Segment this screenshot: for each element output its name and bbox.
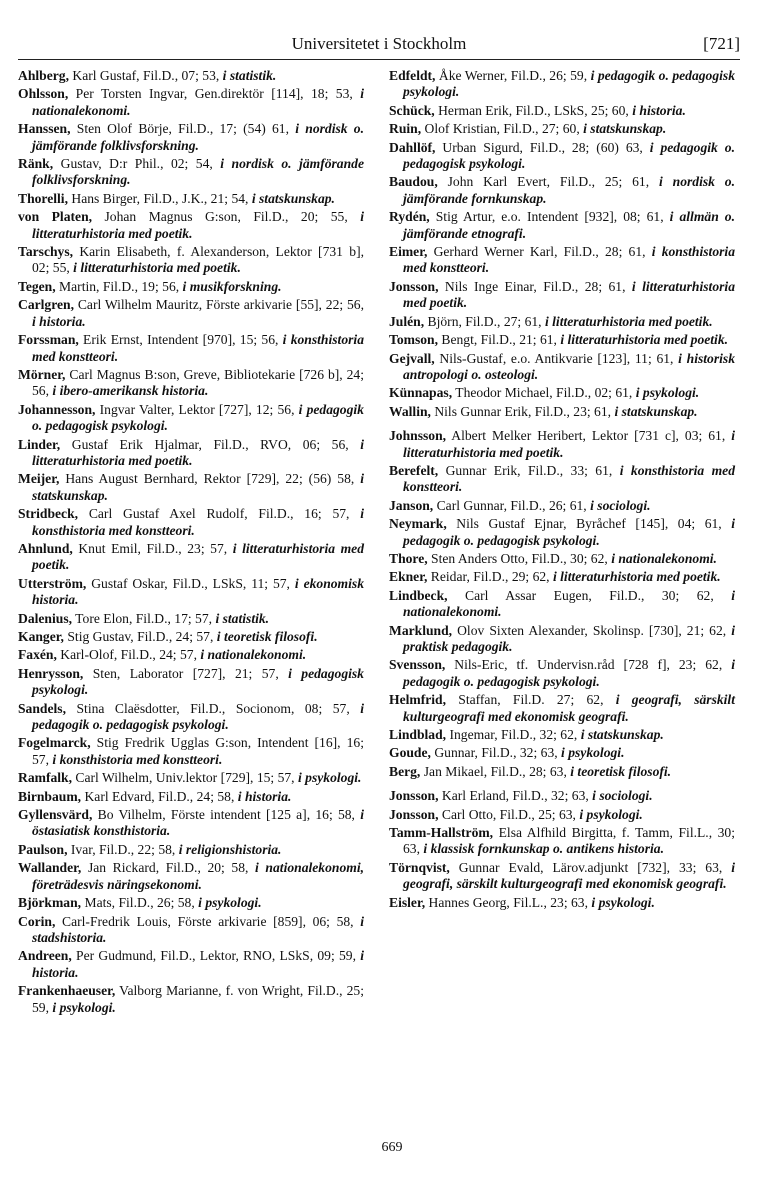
- entry-subject: i pedagogik o. pedagogisk psykologi.: [403, 657, 735, 689]
- entry-details: Olof Kristian, Fil.D., 27; 60,: [421, 121, 584, 137]
- entry-name: Ahnlund,: [18, 540, 73, 556]
- entry-details: Ingemar, Fil.D., 32; 62,: [446, 727, 581, 743]
- entry-name: Henrysson,: [18, 665, 84, 681]
- entry-subject: i pedagogik o. pedagogisk psykologi.: [403, 516, 735, 548]
- entry: [389, 279, 735, 312]
- entry: [18, 807, 364, 840]
- entry-subject: i historisk antropologi o. osteologi.: [403, 350, 736, 382]
- entry: [389, 623, 735, 656]
- entry-subject: i nordisk o. jämförande folklivsforskning.: [32, 121, 365, 153]
- entry-name: Tarschys,: [18, 244, 74, 260]
- entry-details: Herman Erik, Fil.D., LSkS, 25; 60,: [434, 102, 633, 118]
- entry-name: Julén,: [389, 313, 425, 329]
- entry-details: Carl Gunnar, Fil.D., 26; 61,: [433, 497, 591, 513]
- entry-name: Neymark,: [389, 516, 447, 532]
- entry-subject: i allmän o. jämförande etnografi.: [403, 209, 735, 241]
- entry-details: Knut Emil, Fil.D., 23; 57,: [72, 540, 233, 556]
- entry-subject: i pedagogisk psykologi.: [32, 665, 364, 698]
- entry-details: Nils-Gustaf, e.o. Antikvarie [123], 11; 61,: [434, 350, 679, 366]
- entry-subject: i statskunskap.: [251, 190, 335, 206]
- entry-details: Stig Gustav, Fil.D., 24; 57,: [63, 629, 217, 644]
- entry-subject: i musikforskning.: [182, 278, 282, 294]
- entry-name: Gyllensvärd,: [18, 807, 93, 823]
- entry-subject: i pedagogik o. pedagogisk psykologi.: [403, 68, 735, 100]
- entry-details: Hans August Bernhard, Rektor [729], 22; (56) 58,: [59, 471, 361, 487]
- entry: [389, 351, 735, 384]
- entry-name: Ohlsson,: [18, 86, 69, 102]
- entry-name: Mörner,: [18, 366, 66, 382]
- entry: [389, 788, 735, 804]
- entry: [389, 498, 735, 514]
- entry-name: Helmfrid,: [389, 692, 447, 708]
- entry: [389, 657, 735, 690]
- entry-subject: i statistik.: [215, 610, 270, 626]
- entry-subject: i nationalekonomi.: [200, 647, 307, 663]
- entry: [18, 367, 364, 400]
- entry-details: Karl Erland, Fil.D., 32; 63,: [438, 788, 593, 804]
- entry-details: Staffan, Fil.D. 27; 62,: [446, 692, 616, 708]
- entry-subject: i statskunskap.: [32, 471, 364, 503]
- entry-name: Edfeldt,: [389, 68, 436, 83]
- entry-name: Baudou,: [389, 174, 438, 190]
- entry-details: Björn, Fil.D., 27; 61,: [424, 313, 545, 329]
- entry-subject: i geografi, särskilt kulturgeografi med ekonomisk geografi.: [403, 859, 735, 892]
- header-page-ref: [721]: [703, 34, 740, 53]
- entry-subject: i psykologi.: [561, 745, 625, 761]
- entry-details: Carl Gustaf Axel Rudolf, Fil.D., 16; 57,: [78, 506, 361, 522]
- entry-name: Andreen,: [18, 948, 72, 964]
- entry-details: Johan Magnus G:son, Fil.D., 20; 55,: [92, 209, 361, 225]
- entry-details: Hans Birger, Fil.D., J.K., 21; 54,: [67, 190, 252, 206]
- entry: [18, 402, 364, 435]
- entry: [18, 611, 364, 627]
- entry-name: Jonsson,: [389, 278, 439, 294]
- entry: [18, 629, 364, 645]
- entry-name: Lindblad,: [389, 727, 447, 743]
- entry: [389, 588, 735, 621]
- entry-name: Hanssen,: [18, 121, 71, 137]
- entry: [389, 121, 735, 137]
- entry-name: Ahlberg,: [18, 68, 69, 83]
- entry: [389, 807, 735, 823]
- entry-subject: i litteraturhistoria med poetik.: [560, 332, 729, 348]
- entry-subject: i psykologi.: [591, 894, 655, 910]
- entry-name: Fogelmarck,: [18, 735, 91, 751]
- entry-details: Nils-Eric, tf. Undervisn.råd [728 f], 23; 62,: [445, 657, 732, 673]
- entry-name: Carlgren,: [18, 297, 75, 313]
- entry: [18, 842, 364, 858]
- entry-subject: i nordisk o. jämförande folklivsforskning.: [32, 156, 364, 188]
- entry-subject: i litteraturhistoria med poetik.: [32, 209, 365, 241]
- entry-subject: i psykologi.: [297, 770, 362, 786]
- entry-details: Sten Olof Börje, Fil.D., 17; (54) 61,: [70, 121, 296, 137]
- entry: [18, 68, 364, 84]
- entry-subject: i litteraturhistoria med poetik.: [73, 260, 241, 276]
- entry-subject: i praktisk pedagogik.: [403, 622, 735, 654]
- entry: [389, 428, 735, 461]
- entry-subject: i konsthistoria med konstteori.: [32, 506, 364, 538]
- entry-details: Stig Fredrik Ugglas G:son, Intendent [16], 16; 57,: [32, 735, 364, 767]
- entry-details: Erik Ernst, Intendent [970], 15; 56,: [78, 332, 283, 348]
- entry-name: Wallander,: [18, 860, 82, 876]
- entry-name: Ruin,: [389, 121, 422, 137]
- entry: [18, 297, 364, 330]
- entry: [389, 727, 735, 743]
- entry: [389, 692, 735, 725]
- entry: [18, 121, 364, 154]
- entry-subject: i historia.: [237, 788, 292, 804]
- entry: [18, 541, 364, 574]
- entry-subject: i östasiatisk konsthistoria.: [32, 807, 364, 839]
- entry-details: Nils Inge Einar, Fil.D., 28; 61,: [438, 278, 632, 294]
- entry-details: Elsa Alfhild Birgitta, f. Tamm, Fil.L., 30; 63,: [403, 825, 735, 857]
- entry: [18, 983, 364, 1016]
- entry-details: Karl-Olof, Fil.D., 24; 57,: [56, 647, 201, 663]
- entry-subject: i ibero-amerikansk historia.: [52, 383, 209, 399]
- entry-subject: i ekonomisk historia.: [32, 575, 364, 608]
- entry-subject: i litteraturhistoria med poetik.: [403, 278, 735, 311]
- entry-name: Johnsson,: [389, 428, 447, 444]
- entry-name: von Platen,: [18, 209, 93, 225]
- entry-subject: i pedagogik o. pedagogisk psykologi.: [32, 700, 364, 733]
- entry-details: Carl-Fredrik Louis, Förste arkivarie [859], 06; 58,: [55, 913, 361, 929]
- entry-subject: i nationalekonomi, företrädesvis näringsekonomi.: [32, 860, 365, 892]
- entry-details: Karl Gustaf, Fil.D., 07; 53,: [68, 68, 223, 83]
- entry-name: Faxén,: [18, 647, 57, 663]
- entry: [18, 86, 364, 119]
- entry-name: Rydén,: [389, 209, 430, 225]
- entry-name: Ramfalk,: [18, 770, 72, 786]
- entry: [18, 332, 364, 365]
- running-header: [18, 34, 740, 56]
- entry: [389, 332, 735, 348]
- entry-details: Jan Mikael, Fil.D., 28; 63,: [420, 763, 571, 779]
- entry: [389, 209, 735, 242]
- entry: [18, 914, 364, 947]
- entry-details: Carl Wilhelm Mauritz, Förste arkivarie [55], 22; 56,: [74, 297, 364, 313]
- entry-subject: i psykologi.: [579, 806, 643, 822]
- entry-subject: i pedagogik o. pedagogisk psykologi.: [32, 401, 364, 434]
- entry: [18, 279, 364, 295]
- entry-subject: i nordisk o. jämförande fornkunskap.: [403, 174, 735, 206]
- entry-subject: i sociologi.: [592, 788, 653, 804]
- entry: [18, 191, 364, 207]
- entry-subject: i konsthistoria med konstteori.: [403, 462, 736, 495]
- entry: [389, 404, 735, 420]
- entry-details: Nils Gustaf Ejnar, Byråchef [145], 04; 61,: [446, 516, 732, 532]
- entry-details: Theodor Michael, Fil.D., 02; 61,: [452, 385, 636, 401]
- entry-name: Dahllöf,: [389, 139, 436, 155]
- entry: [18, 860, 364, 893]
- entry-name: Thore,: [389, 550, 428, 566]
- entry-name: Lindbeck,: [389, 587, 448, 603]
- entry-subject: i historia.: [32, 313, 86, 329]
- entry: [389, 825, 735, 858]
- entry-name: Berefelt,: [389, 462, 439, 478]
- entry-details: Nils Gunnar Erik, Fil.D., 23; 61,: [430, 403, 615, 419]
- entry-details: Tore Elon, Fil.D., 17; 57,: [72, 610, 216, 626]
- entry-subject: i religionshistoria.: [178, 841, 282, 857]
- entry-name: Thorelli,: [18, 190, 68, 206]
- entry-subject: i konsthistoria med konstteori.: [52, 751, 223, 767]
- left-column: [18, 68, 364, 1018]
- entry: [389, 244, 735, 277]
- entry-subject: i geografi, särskilt kulturgeografi med ekonomisk geografi.: [403, 692, 735, 724]
- entry-name: Berg,: [389, 763, 421, 779]
- entry-details: Gerhard Werner Karl, Fil.D., 28; 61,: [427, 244, 652, 260]
- entry-details: Carl Magnus B:son, Greve, Bibliotekarie [726 b], 24; 56,: [32, 366, 364, 399]
- header-rule: [18, 59, 740, 60]
- entry-details: Urban Sigurd, Fil.D., 28; (60) 63,: [435, 139, 650, 155]
- entry-details: Hannes Georg, Fil.L., 23; 63,: [425, 894, 592, 910]
- entry: [389, 516, 735, 549]
- entry: [389, 68, 735, 101]
- entry-name: Frankenhaeuser,: [18, 983, 116, 999]
- entry-subject: i statistik.: [222, 68, 277, 83]
- entry-name: Künnapas,: [389, 385, 453, 401]
- entry-name: Goude,: [389, 745, 431, 761]
- entry-details: Martin, Fil.D., 19; 56,: [55, 278, 183, 294]
- entry: [18, 576, 364, 609]
- entry-name: Wallin,: [389, 403, 431, 419]
- entry: [389, 569, 735, 585]
- entry-name: Tegen,: [18, 278, 56, 294]
- entry-name: Kanger,: [18, 629, 64, 644]
- entry-name: Utterström,: [18, 575, 87, 591]
- entry-name: Janson,: [389, 497, 434, 513]
- entry-details: Gustaf Oskar, Fil.D., LSkS, 11; 57,: [86, 575, 295, 591]
- entry-details: Karl Edvard, Fil.D., 24; 58,: [81, 788, 238, 804]
- entry-name: Meijer,: [18, 471, 60, 487]
- entry: [18, 895, 364, 911]
- entry: [389, 463, 735, 496]
- entry-subject: i statskunskap.: [580, 727, 664, 743]
- entry: [18, 789, 364, 805]
- entry-subject: i psykologi.: [52, 999, 116, 1015]
- entry-subject: i sociologi.: [590, 497, 651, 513]
- entry-name: Johannesson,: [18, 401, 96, 417]
- entry: [389, 174, 735, 207]
- entry-subject: i nationalekonomi.: [611, 550, 717, 566]
- entry-details: Åke Werner, Fil.D., 26; 59,: [435, 68, 591, 83]
- entry: [18, 156, 364, 189]
- entry-details: Gustaf Erik Hjalmar, Fil.D., RVO, 06; 56,: [60, 436, 361, 452]
- entry-name: Linder,: [18, 436, 61, 452]
- page-number: 669: [381, 1140, 403, 1155]
- entry-name: Tamm-Hallström,: [389, 825, 494, 841]
- entry-details: Carl Otto, Fil.D., 25; 63,: [438, 806, 580, 822]
- entry-details: Carl Assar Eugen, Fil.D., 30; 62,: [447, 587, 732, 603]
- entry-details: John Karl Evert, Fil.D., 25; 61,: [437, 174, 659, 190]
- entry-details: Olov Sixten Alexander, Skolinsp. [730], 21; 62,: [452, 622, 732, 638]
- entry-subject: i nationalekonomi.: [403, 587, 735, 620]
- entry-subject: i statskunskap.: [583, 121, 667, 137]
- entry-details: Gunnar Evald, Lärov.adjunkt [732], 33; 63,: [449, 859, 732, 875]
- entry: [389, 385, 735, 401]
- entry: [18, 666, 364, 699]
- entry-subject: i litteraturhistoria med poetik.: [32, 540, 364, 573]
- entry: [389, 314, 735, 330]
- entry-name: Dalenius,: [18, 610, 73, 626]
- entry-details: Sten Anders Otto, Fil.D., 30; 62,: [427, 550, 612, 566]
- entry-details: Bengt, Fil.D., 21; 61,: [438, 332, 561, 348]
- entry-subject: i nationalekonomi.: [32, 86, 364, 118]
- entry-name: Jonsson,: [389, 806, 439, 822]
- entry-subject: i klassisk fornkunskap o. antikens historia.: [423, 841, 664, 857]
- entry: [389, 103, 735, 119]
- entry-name: Stridbeck,: [18, 506, 79, 522]
- entry: [18, 647, 364, 663]
- entry-name: Jonsson,: [389, 788, 439, 804]
- entry: [389, 140, 735, 173]
- entry-subject: i statskunskap.: [614, 403, 698, 419]
- entry-name: Forssman,: [18, 332, 79, 348]
- entry-subject: i teoretisk filosofi.: [216, 629, 318, 644]
- entry: [18, 471, 364, 504]
- entry-name: Tomson,: [389, 332, 438, 348]
- entry-subject: i psykologi.: [198, 895, 262, 911]
- entry-details: Per Gudmund, Fil.D., Lektor, RNO, LSkS, 09; 59,: [71, 948, 361, 964]
- entry-details: Ingvar Valter, Lektor [727], 12; 56,: [95, 401, 299, 417]
- right-column: [389, 68, 735, 913]
- entry-details: Bo Vilhelm, Förste intendent [125 a], 16; 58,: [92, 807, 361, 823]
- entry-name: Sandels,: [18, 700, 66, 716]
- entry: [389, 551, 735, 567]
- entry-subject: i psykologi.: [635, 385, 700, 401]
- entry-name: Schück,: [389, 102, 435, 118]
- entry: [389, 895, 735, 911]
- entry-name: Marklund,: [389, 622, 453, 638]
- entry: [18, 244, 364, 277]
- entry-subject: i pedagogik o. pedagogisk psykologi.: [403, 139, 735, 172]
- entry-details: Stina Claësdotter, Fil.D., Socionom, 08; 57,: [65, 700, 361, 716]
- entry-name: Eisler,: [389, 894, 426, 910]
- entry-subject: i stadshistoria.: [32, 913, 364, 945]
- entry: [18, 948, 364, 981]
- entry-details: Albert Melker Heribert, Lektor [731 c], 03; 61,: [446, 428, 732, 444]
- entry-details: Reidar, Fil.D., 29; 62,: [427, 569, 553, 585]
- entry: [18, 735, 364, 768]
- entry: [18, 437, 364, 470]
- entry-details: Karin Elisabeth, f. Alexanderson, Lektor [731 b], 02; 55,: [32, 244, 364, 276]
- entry: [389, 860, 735, 893]
- entry-subject: i teoretisk filosofi.: [570, 763, 672, 779]
- entry-subject: i litteraturhistoria med poetik.: [32, 436, 364, 468]
- entry-name: Eimer,: [389, 244, 428, 260]
- entry-name: Svensson,: [389, 657, 446, 673]
- entry-name: Ekner,: [389, 569, 428, 585]
- entry-details: Gunnar, Fil.D., 32; 63,: [430, 745, 562, 761]
- entry-subject: i litteraturhistoria med poetik.: [403, 428, 735, 460]
- entry: [18, 770, 364, 786]
- entry: [18, 506, 364, 539]
- header-title: Universitetet i Stockholm: [291, 34, 467, 53]
- entry-name: Birnbaum,: [18, 788, 82, 804]
- entry-details: Carl Wilhelm, Univ.lektor [729], 15; 57,: [72, 770, 298, 786]
- entry: [18, 701, 364, 734]
- entry-name: Paulson,: [18, 841, 68, 857]
- entry-subject: i litteraturhistoria med poetik.: [544, 313, 713, 329]
- entry-name: Corin,: [18, 913, 56, 929]
- entry-details: Per Torsten Ingvar, Gen.direktör [114], 18; 53,: [68, 86, 361, 102]
- entry-subject: i konsthistoria med konstteori.: [32, 332, 364, 364]
- entry-details: Mats, Fil.D., 26; 58,: [81, 895, 199, 911]
- entry-name: Ränk,: [18, 156, 54, 172]
- entry-details: Gustav, D:r Phil., 02; 54,: [53, 156, 221, 172]
- entry: [389, 745, 735, 761]
- entry-name: Gejvall,: [389, 350, 435, 366]
- entry-details: Ivar, Fil.D., 22; 58,: [67, 841, 179, 857]
- entry-name: Törnqvist,: [389, 859, 450, 875]
- entry: [18, 209, 364, 242]
- entry-subject: i litteraturhistoria med poetik.: [552, 569, 721, 585]
- entry: [389, 764, 735, 780]
- entry-details: Gunnar Erik, Fil.D., 33; 61,: [438, 462, 620, 478]
- entry-subject: i konsthistoria med konstteori.: [403, 244, 735, 276]
- entry-details: Stig Artur, e.o. Intendent [932], 08; 61,: [429, 209, 670, 225]
- entry-details: Jan Rickard, Fil.D., 20; 58,: [81, 860, 256, 876]
- entry-details: Sten, Laborator [727], 21; 57,: [83, 665, 289, 681]
- entry-name: Björkman,: [18, 895, 82, 911]
- entry-details: Valborg Marianne, f. von Wright, Fil.D., 25; 59,: [32, 983, 364, 1015]
- entry-subject: i historia.: [632, 102, 686, 118]
- entry-subject: i historia.: [32, 948, 364, 980]
